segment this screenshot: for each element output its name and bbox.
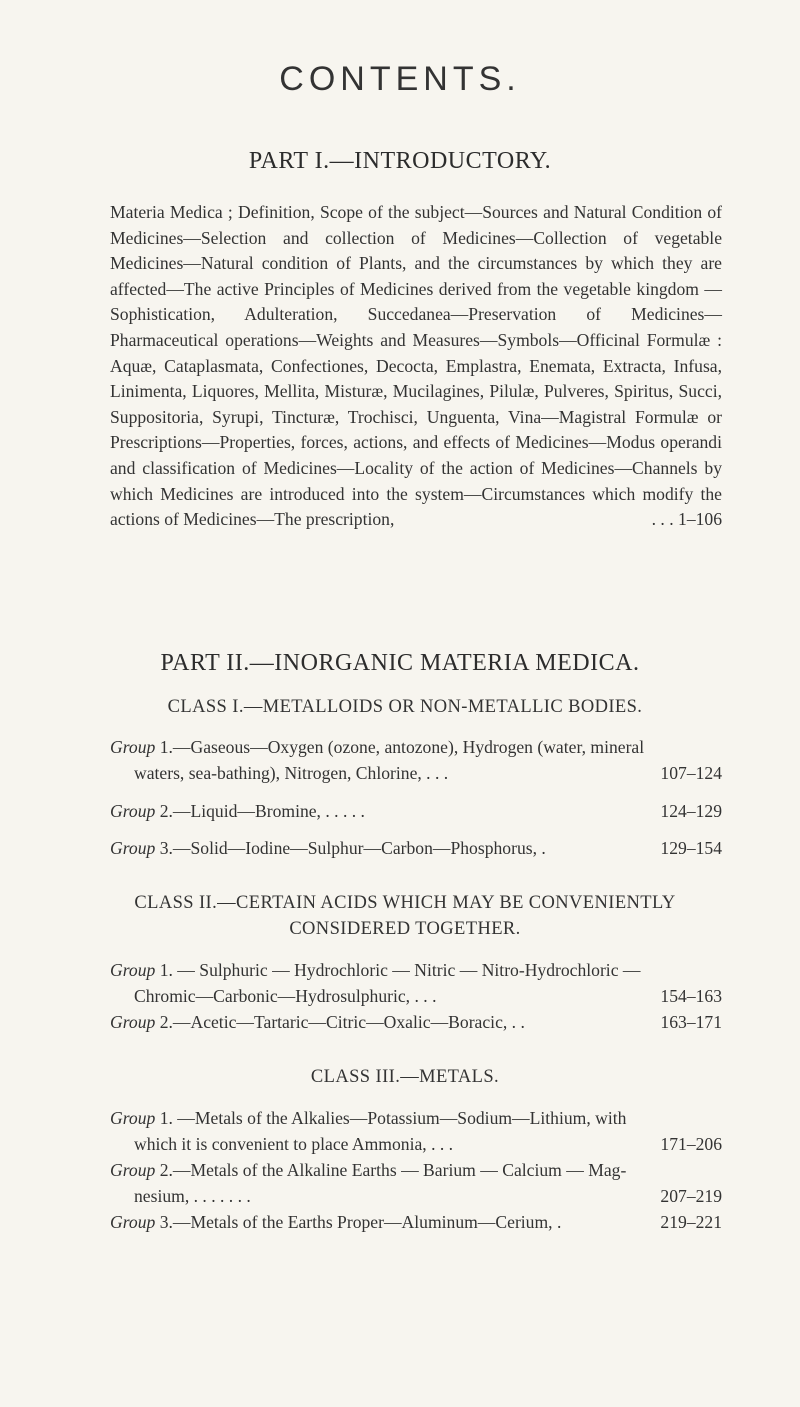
group-number: 1.	[155, 960, 173, 980]
page-title: CONTENTS.	[279, 60, 521, 98]
group-text: —Gaseous—Oxygen (ozone, antozone), Hydrogen (water, mineral	[172, 737, 645, 757]
part-1-description	[110, 200, 722, 533]
group-text: — Sulphuric — Hydrochloric — Nitric — Nitro-Hydrochloric —	[172, 960, 641, 980]
group-pages: 171–206	[660, 1133, 722, 1154]
group-label: Group	[110, 737, 156, 757]
class-3-group-1	[110, 1106, 722, 1158]
group-text: —Solid—Iodine—Sulphur—Carbon—Phosphorus, .	[172, 838, 546, 858]
group-text-cont: nesium, . . . . . . .	[134, 1185, 251, 1206]
group-number: 2.	[155, 1012, 173, 1032]
group-number: 1.	[155, 1108, 173, 1128]
group-text: —Liquid—Bromine, . . . . .	[172, 801, 365, 821]
group-label: Group	[110, 960, 156, 980]
part-1-text: Materia Medica ; Definition, Scope of the subject—Sources and Natural Condition of Medicines—Selection and collection of Medicines—Collection of vegetable Medicines—Natural condition of Plants, and the circumstances by which they are affected—The active Principles of Medicines derived from the vegetable kingdom — Sophistication, Adulteration, Succedanea—Preservation of Medicines—Pharmaceutical operations—Weights and Measures—Symbols—Officinal Formulæ : Aquæ, Cataplasmata, Confectiones, Decocta, Emplastra, Enemata, Extracta, Infusa, Linimenta, Liquores, Mellita, Misturæ, Mucilagines, Pilulæ, Pulveres, Spiritus, Succi, Suppositoria, Syrupi, Tincturæ, Trochisci, Unguenta, Vina—Magistral Formulæ or Prescriptions—Properties, forces, actions, and effects of Medicines—Modus operandi and classification of Medicines—Locality of the action of Medicines—Channels by which Medicines are introduced into the system—Circumstances which modify the actions of Medicines—The prescription,	[110, 202, 722, 530]
class-1-group-3	[110, 836, 722, 862]
part-1-pages: . . . 1–106	[651, 509, 722, 530]
group-text: —Metals of the Alkalies—Potassium—Sodium—Lithium, with	[172, 1108, 627, 1128]
class-3-group-2	[110, 1158, 722, 1210]
class-3-heading: CLASS III.—METALS.	[310, 1067, 500, 1087]
group-pages: 129–154	[660, 838, 722, 858]
group-text-cont: which it is convenient to place Ammonia, . . .	[134, 1133, 454, 1154]
group-number: 2.	[155, 1160, 173, 1180]
group-number: 2.	[155, 801, 173, 821]
group-label: Group	[110, 1160, 156, 1180]
group-text-cont: Chromic—Carbonic—Hydrosulphuric, . . .	[134, 985, 437, 1006]
part-2-heading: PART II.—INORGANIC MATERIA MEDICA.	[160, 650, 640, 676]
group-label: Group	[110, 1212, 156, 1232]
group-text: —Acetic—Tartaric—Citric—Oxalic—Boracic, . .	[172, 1012, 525, 1032]
group-pages: 219–221	[660, 1212, 722, 1232]
class-1-group-2	[110, 799, 722, 825]
group-text: —Metals of the Alkaline Earths — Barium — Calcium — Mag-	[172, 1160, 627, 1180]
group-number: 3.	[155, 838, 173, 858]
group-pages: 154–163	[660, 985, 722, 1006]
class-3-group-3	[110, 1210, 722, 1236]
group-label: Group	[110, 801, 156, 821]
group-text: —Metals of the Earths Proper—Aluminum—Cerium, .	[172, 1212, 562, 1232]
class-2-group-2	[110, 1010, 722, 1036]
class-1-group-1	[110, 735, 722, 787]
class-2-group-1	[110, 958, 722, 1010]
group-pages: 207–219	[660, 1185, 722, 1206]
group-pages: 107–124	[660, 762, 722, 783]
class-1-heading: CLASS I.—METALLOIDS OR NON-METALLIC BODIES.	[167, 697, 643, 717]
class-2-heading: CLASS II.—CERTAIN ACIDS WHICH MAY BE CONVENIENTLY CONSIDERED TOGETHER.	[134, 893, 676, 939]
group-label: Group	[110, 838, 156, 858]
part-1-heading: PART I.—INTRODUCTORY.	[248, 148, 552, 174]
group-number: 3.	[155, 1212, 173, 1232]
group-label: Group	[110, 1108, 156, 1128]
group-pages: 124–129	[660, 801, 722, 821]
group-label: Group	[110, 1012, 156, 1032]
group-text-cont: waters, sea-bathing), Nitrogen, Chlorine, . . .	[134, 762, 449, 783]
group-pages: 163–171	[660, 1012, 722, 1032]
group-number: 1.	[155, 737, 173, 757]
